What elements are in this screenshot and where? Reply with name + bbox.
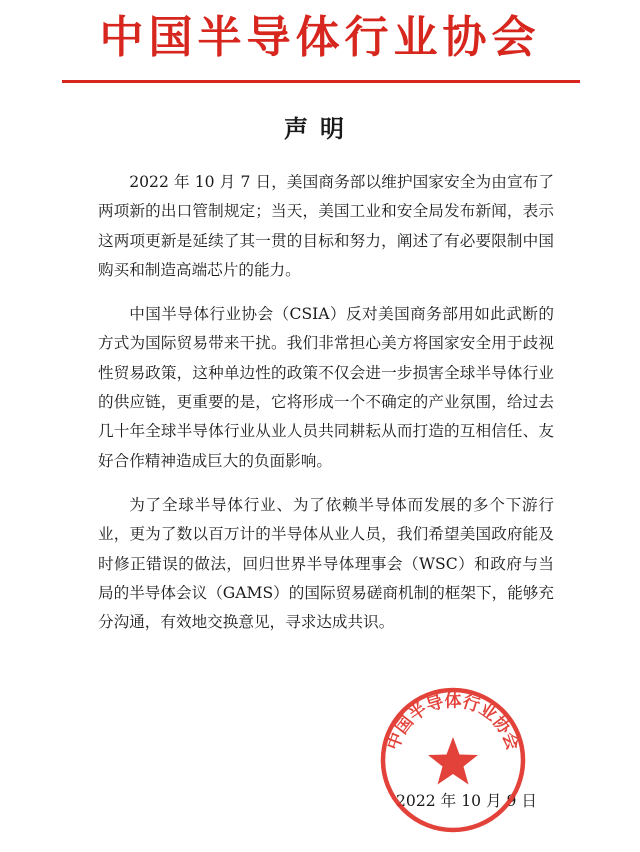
document-title: 声明 [284,114,356,143]
document-date: 2022 年 10 月 9 日 [396,792,538,810]
star-icon [428,737,478,785]
letterhead-divider [62,80,580,83]
document-body [98,168,554,652]
seal-text: 中国半导体行业协会 [383,691,523,753]
paragraph-2: 中国半导体行业协会（CSIA）反对美国商务部用如此武断的方式为国际贸易带来干扰。我们非常担心美方将国家安全用于歧视性贸易政策，这种单边性的政策不仅会进一步损害全球半导体行业的供应链，更重要的是，它将形成一个不确定的产业氛围，给过去几十年全球半导体行业从业人员共同耕耘从而打造的互相信任、友好合作精神造成巨大的负面影响。 [98,305,554,470]
official-seal [378,685,528,835]
paragraph-3: 为了全球半导体行业、为了依赖半导体而发展的多个下游行业，更为了数以百万计的半导体从业人员，我们希望美国政府能及时修正错误的做法，回归世界半导体理事会（WSC）和政府与当局的半导体会议（GAMS）的国际贸易磋商机制的框架下，能够充分沟通，有效地交换意见，寻求达成共识。 [98,495,554,632]
letterhead-org-name: 中国半导体行业协会 [99,12,541,63]
paragraph-1: 2022 年 10 月 7 日，美国商务部以维护国家安全为由宣布了两项新的出口管制规定；当天，美国工业和安全局发布新闻，表示这两项更新是延续了其一贯的目标和努力，阐述了有必要限制中国购买和制造高端芯片的能力。 [98,173,554,279]
